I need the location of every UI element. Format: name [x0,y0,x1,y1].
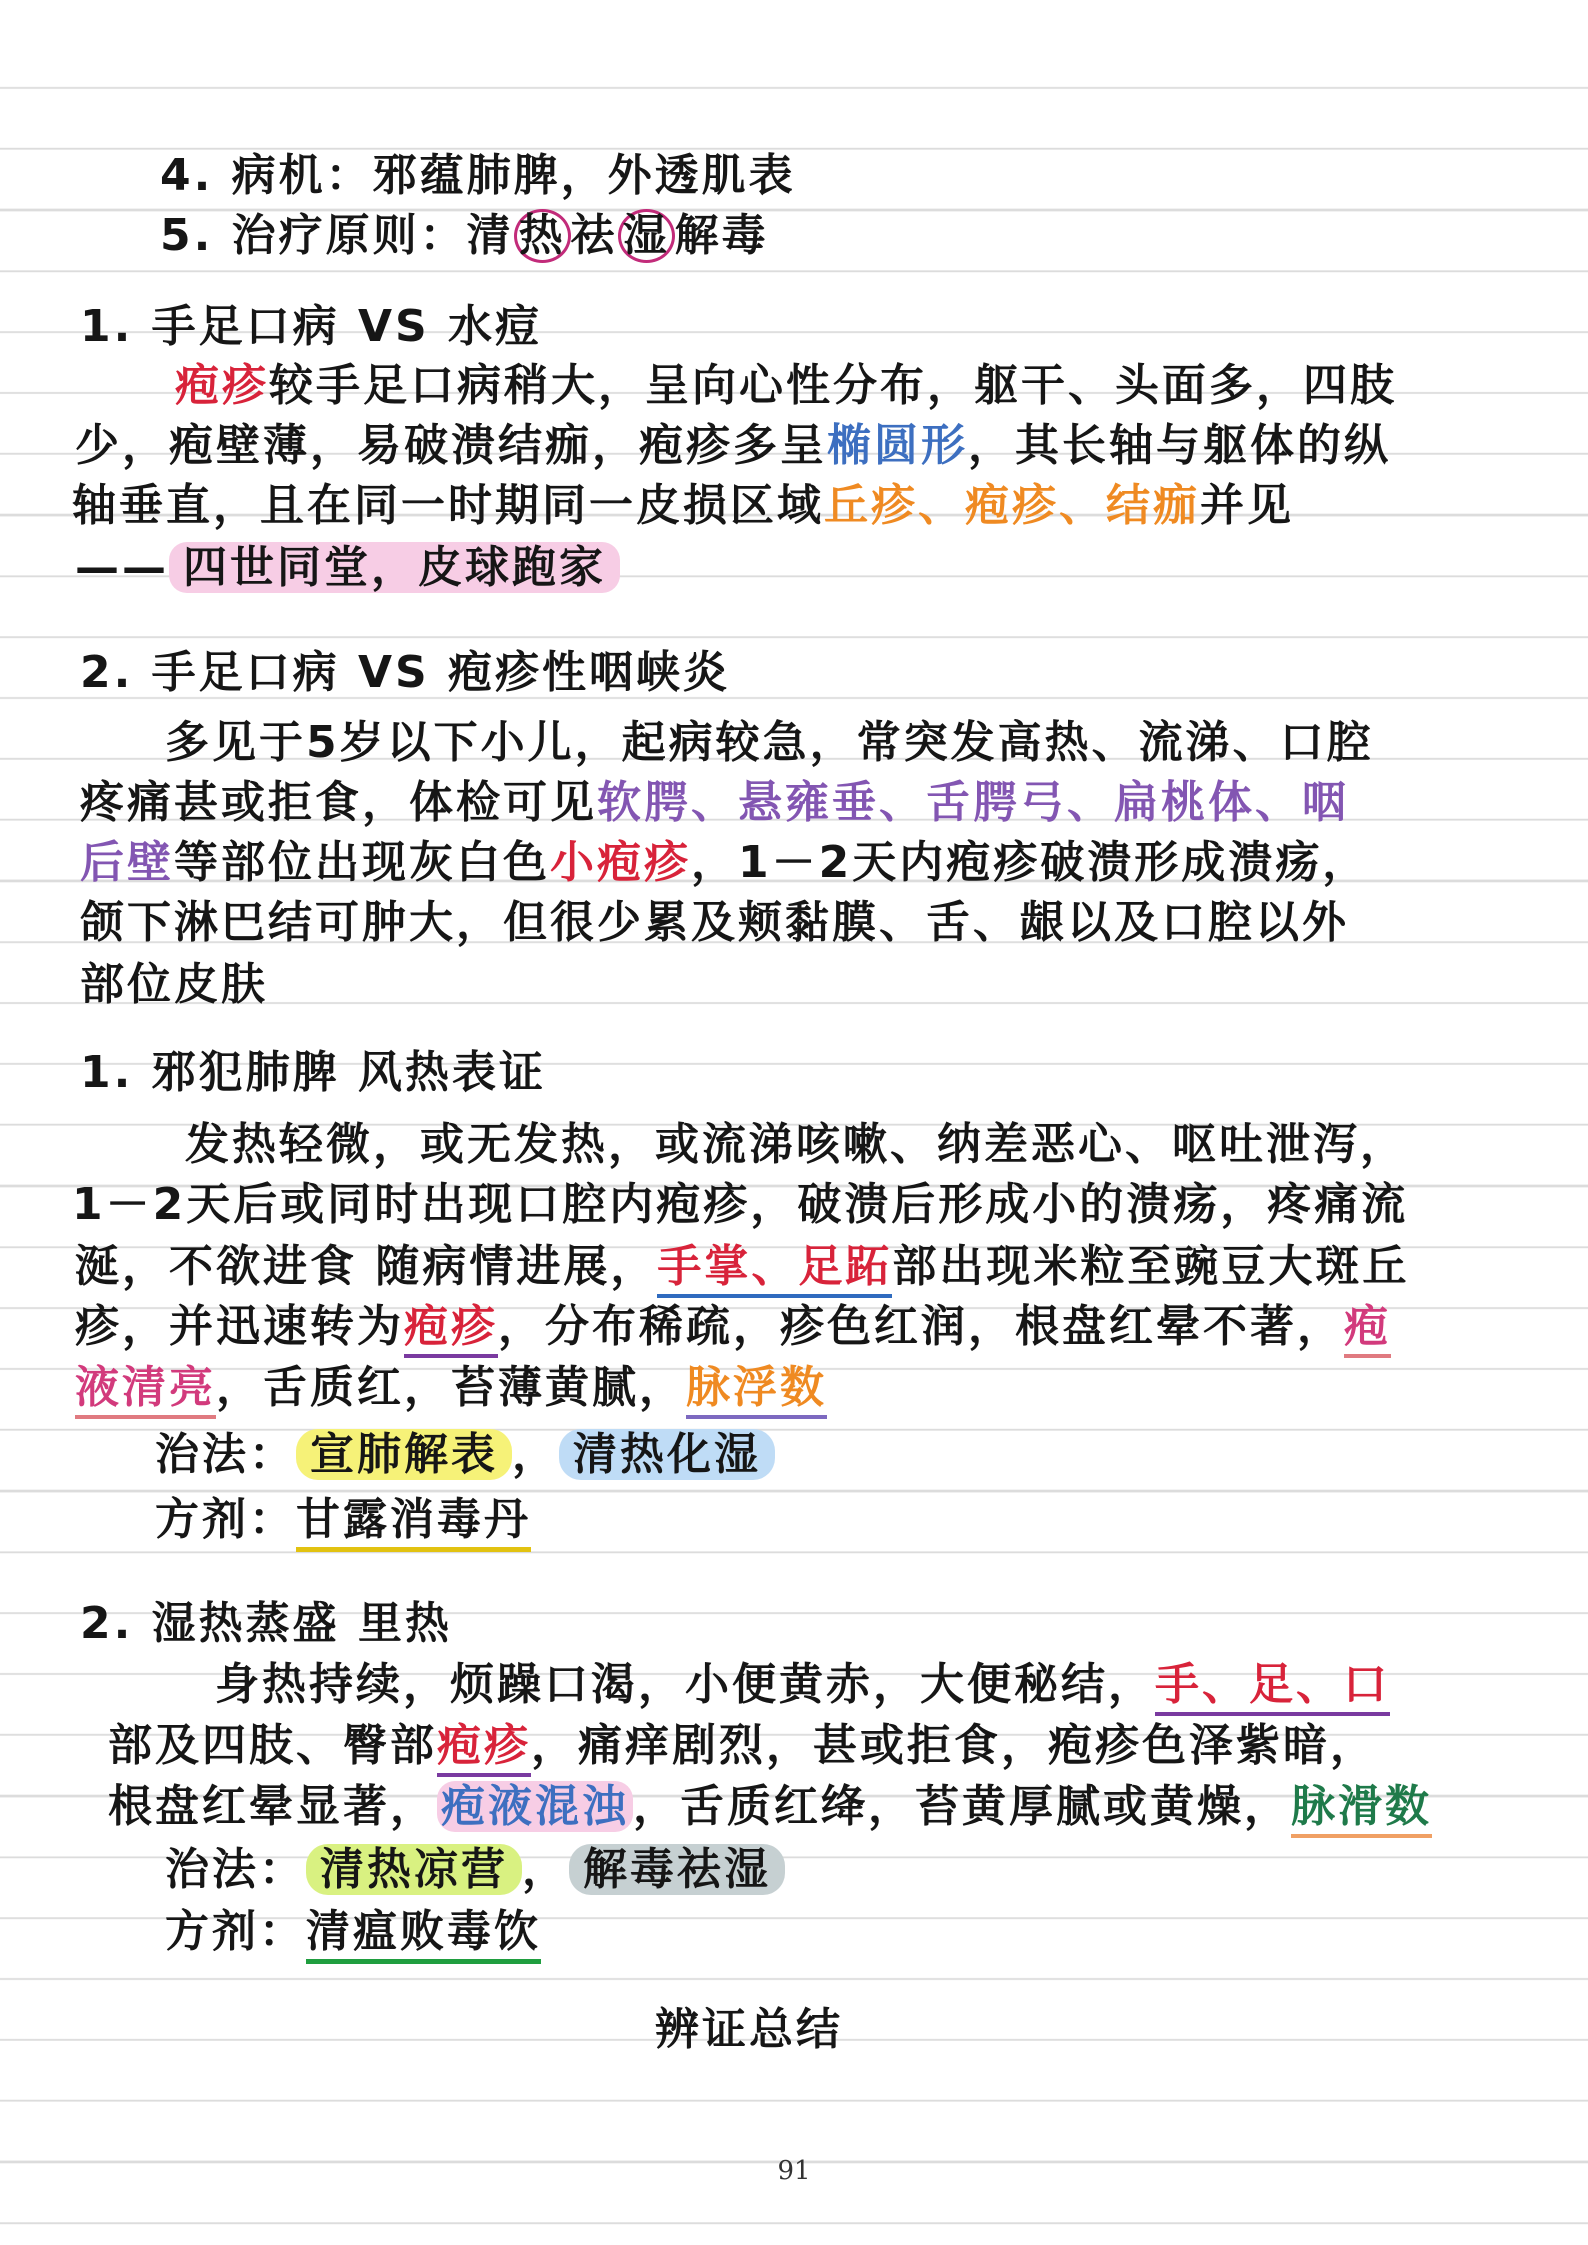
herpangina-line-4: 颌下淋巴结可肿大，但很少累及颊黏膜、舌、龈以及口腔以外 [80,897,1349,948]
text: 涎，不欲进食 随病情进展， [75,1241,658,1292]
text: 根盘红晕显著， [108,1781,437,1832]
syndrome-2-formula [165,1902,541,1962]
treatment-method-2: 清热化湿 [559,1429,775,1480]
page-number: 91 [777,2156,811,2186]
formula-label: 方剂： [155,1494,296,1545]
chickenpox-line-3 [72,476,1294,536]
term-back-wall: 后壁 [80,837,174,888]
herpangina-line-2 [80,773,1349,833]
separator: ， [512,1429,559,1480]
text: 较手足口病稍大，呈向心性分布，躯干、头面多，四肢 [269,360,1397,411]
treatment-principle-line [160,206,769,266]
term-turbid-fluid: 疱液混浊 [437,1781,633,1832]
treatment-method-1: 清热凉营 [306,1844,522,1895]
treatment-label: 治法： [165,1844,306,1895]
treatment-method-2: 解毒祛湿 [569,1844,785,1895]
syndrome-2-line-2 [108,1716,1377,1776]
syndrome-2-line-3 [108,1777,1432,1837]
text: 疹，并迅速转为 [75,1301,404,1352]
syndrome-2-line-1 [215,1655,1390,1715]
herpangina-line-5: 部位皮肤 [80,959,268,1010]
text: ，痛痒剧烈，甚或拒食，疱疹色泽紫暗， [531,1720,1377,1771]
summary-title: 辨证总结 [655,2004,843,2055]
term-hand-foot-mouth: 手、足、口 [1155,1659,1390,1716]
text: 身热持续，烦躁口渴，小便黄赤，大便秘结， [215,1659,1155,1710]
dash: —— [75,542,169,593]
formula-name: 清瘟败毒饮 [306,1906,541,1964]
principle-mid: 祛 [570,210,618,261]
text: ，舌质红，苔薄黄腻， [216,1362,686,1413]
term-pulse: 脉浮数 [686,1362,827,1419]
text: 等部位出现灰白色 [174,837,550,888]
syndrome-1-heading: 1. 邪犯肺脾 风热表证 [80,1047,546,1098]
term-fluid-start: 疱 [1344,1301,1391,1358]
term-small-herpes: 小疱疹 [550,837,691,888]
syndrome-1-line-3 [75,1237,1409,1297]
term-herpes: 疱疹 [175,360,269,411]
term-throat-parts: 软腭、悬雍垂、舌腭弓、扁桃体、咽 [597,777,1349,828]
section-heading-chickenpox: 1. 手足口病 VS 水痘 [80,301,543,352]
formula-name: 甘露消毒丹 [296,1494,531,1552]
text: ，其长轴与躯体的纵 [968,420,1391,471]
syndrome-1-line-2: 1－2天后或同时出现口腔内疱疹，破溃后形成小的溃疡，疼痛流 [72,1179,1409,1230]
chickenpox-line-2 [75,416,1391,476]
term-ellipse: 椭圆形 [827,420,968,471]
syndrome-1-formula [155,1490,531,1550]
text: ，舌质红绛，苔黄厚腻或黄燥， [633,1781,1291,1832]
herpangina-line-1: 多见于5岁以下小儿，起病较急，常突发高热、流涕、口腔 [165,717,1374,768]
pathogenesis-line: 4. 病机：邪蕴肺脾，外透肌表 [160,150,796,201]
syndrome-1-line-5 [75,1358,827,1418]
term-pulse: 脉滑数 [1291,1781,1432,1838]
principle-prefix: 5. 治疗原则：清 [160,210,514,261]
formula-label: 方剂： [165,1906,306,1957]
chickenpox-line-1 [175,356,1397,416]
syndrome-2-treatment [165,1840,785,1900]
text: 部及四肢、臀部 [108,1720,437,1771]
term-lesions: 丘疹、疱疹、结痂 [824,480,1200,531]
herpangina-line-3 [80,833,1369,893]
principle-suffix: 解毒 [674,210,769,261]
chickenpox-line-4 [75,538,620,598]
text: ，1－2天内疱疹破溃形成溃疡， [691,837,1370,888]
text: 部出现米粒至豌豆大斑丘 [892,1241,1410,1292]
syndrome-1-treatment [155,1425,775,1485]
term-clear-fluid: 液清亮 [75,1362,216,1419]
treatment-method-1: 宣肺解表 [296,1429,512,1480]
text: ，分布稀疏，疹色红润，根盘红晕不著， [498,1301,1344,1352]
text: 疼痛甚或拒食，体检可见 [80,777,597,828]
text: 并见 [1200,480,1294,531]
mnemonic-highlight: 四世同堂，皮球跑家 [169,542,620,593]
circled-char-heat: 热 [514,209,571,263]
term-herpes: 疱疹 [437,1720,531,1777]
separator: ， [522,1844,569,1895]
term-palm-sole: 手掌、足跖 [657,1241,892,1298]
term-herpes: 疱疹 [404,1301,498,1358]
syndrome-1-line-4 [75,1297,1391,1357]
circled-char-damp: 湿 [618,209,675,263]
syndrome-1-line-1: 发热轻微，或无发热，或流涕咳嗽、纳差恶心、呕吐泄泻， [185,1119,1407,1170]
text: 轴垂直，且在同一时期同一皮损区域 [72,480,824,531]
section-heading-herpangina: 2. 手足口病 VS 疱疹性咽峡炎 [80,647,731,698]
text: 少，疱壁薄，易破溃结痂，疱疹多呈 [75,420,827,471]
treatment-label: 治法： [155,1429,296,1480]
syndrome-2-heading: 2. 湿热蒸盛 里热 [80,1598,452,1649]
